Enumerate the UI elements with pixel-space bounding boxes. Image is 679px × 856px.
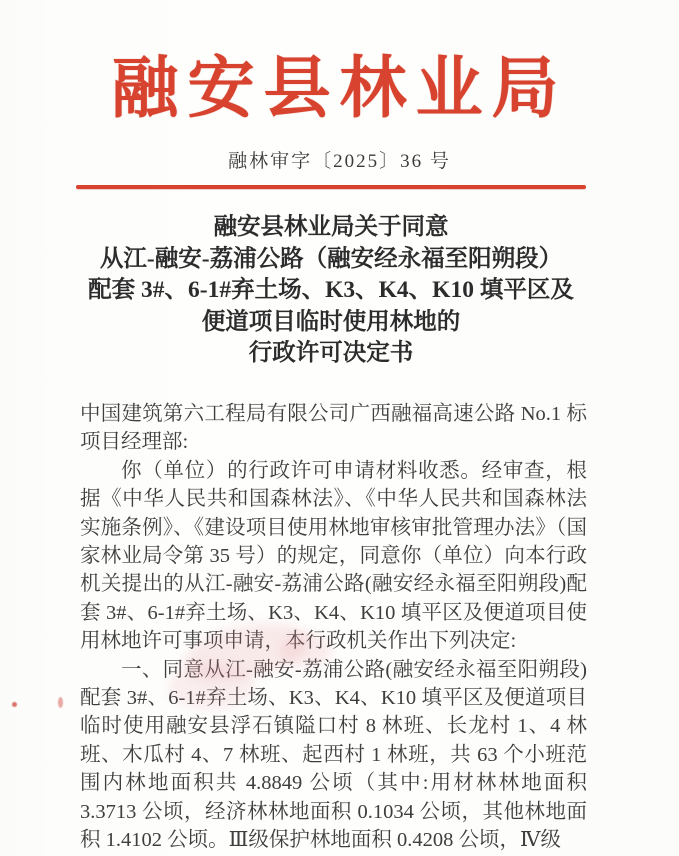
document-body xyxy=(80,400,587,855)
doc-number: 融林审字〔2025〕36 号 xyxy=(228,151,451,172)
title-line: 配套 3#、6-1#弃土场、K3、K4、K10 填平区及 xyxy=(88,277,574,303)
addressee-paragraph: 中国建筑第六工程局有限公司广西融福高速公路 No.1 标项目经理部: xyxy=(80,403,587,454)
letterhead-divider xyxy=(76,185,586,189)
agency-name: 融安县林业局 xyxy=(111,52,568,126)
red-ink-speck xyxy=(58,697,63,708)
title-line: 便道项目临时使用林地的 xyxy=(201,308,461,335)
title-line: 行政许可决定书 xyxy=(248,340,414,366)
decision-item-1-paragraph: 一、同意从江-融安-荔浦公路(融安经永福至阳朔段)配套 3#、6-1#弃土场、K3、K4、K10 填平区及便道项目临时使用融安县浮石镇隘口村 8 林班、长龙村 1、4 林班、木瓜村 4、7 林班、起西村 1 林班，共 63 个小班范围内林地面积共 4.8849 公顷（其中:用材林林地面积 3.3713 公顷，经济林林地面积 0.1034 公顷，其他林地面积 1.4102 公顷。Ⅲ级保护林地面积 0.4208 公顷，Ⅳ级 xyxy=(80,658,587,852)
document-title xyxy=(36,212,626,370)
title-line: 从江-融安-荔浦公路（融安经永福至阳朔段） xyxy=(99,245,563,272)
decision-intro-paragraph: 你（单位）的行政许可申请材料收悉。经审查，根据《中华人民共和国森林法》、《中华人民共和国森林法实施条例》、《建设项目使用林地审核审批管理办法》（国家林业局令第 35 号）的规定，同意你（单位）向本行政机关提出的从江-融安-荔浦公路(融安经永福至阳朔段)配套 3#、6-1#弃土场、K3、K4、K10 填平区及便道项目使用林地许可事项申请，本行政机关作出下列决定: xyxy=(80,459,587,653)
title-line: 融安县林业局关于同意 xyxy=(213,214,449,240)
red-ink-speck xyxy=(12,702,17,707)
